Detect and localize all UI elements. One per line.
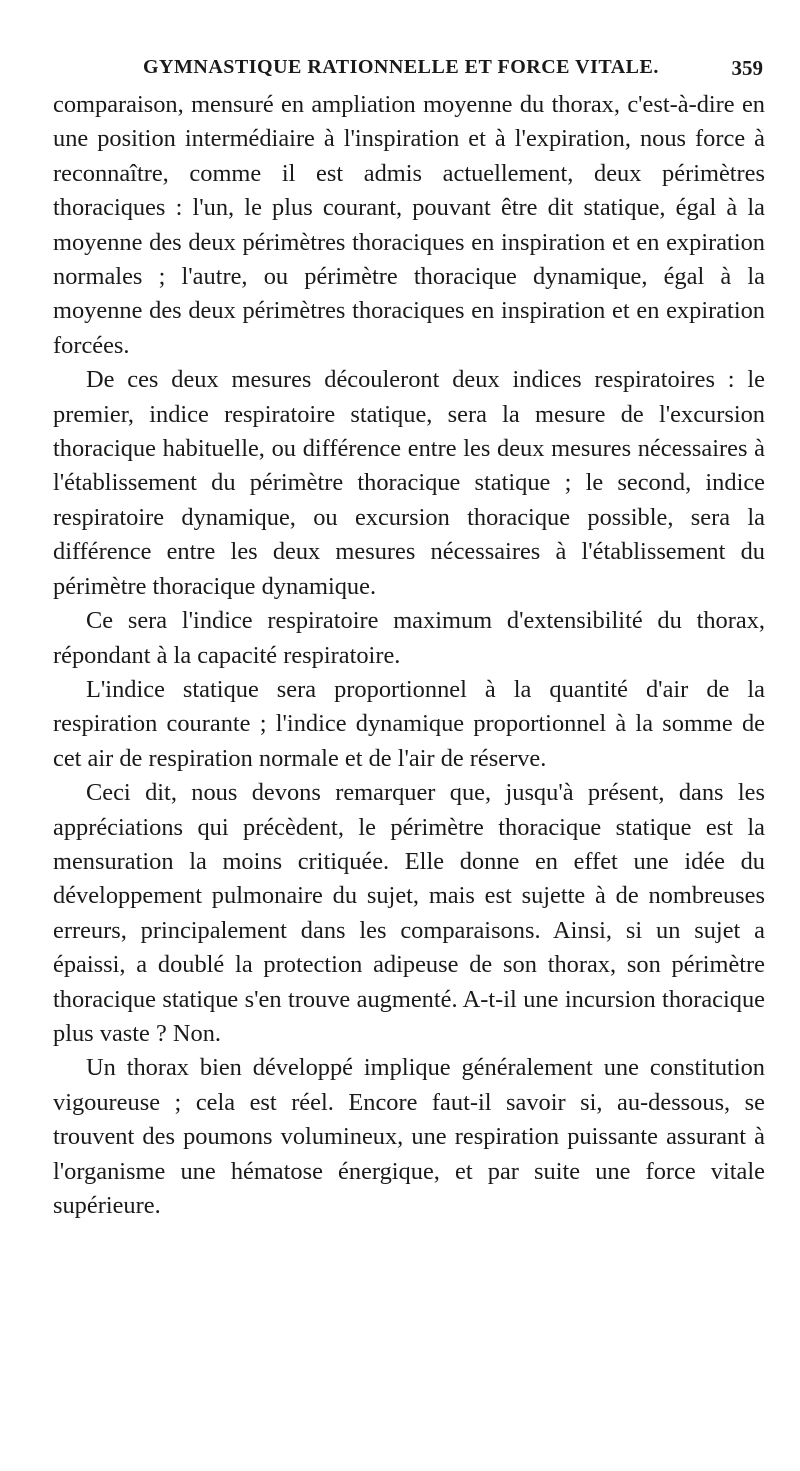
paragraph: De ces deux mesures découleront deux indices respiratoires : le premier, indice respiratoire statique, sera la mesure de l'excursion thoracique habituelle, ou différence entre les deux mesures nécessaires à l'établissement du périmètre thoracique statique ; le second, indice respiratoire dynamique, ou excursion thoracique possible, sera la différence entre les deux mesures nécessaires à l'établissement du périmètre thoracique dynamique. <box>53 366 765 600</box>
body-text <box>53 88 765 1223</box>
paragraph: comparaison, mensuré en ampliation moyenne du thorax, c'est-à-dire en une position intermédiaire à l'inspiration et à l'expiration, nous force à reconnaître, comme il est admis actuellement, deux périmètres thoraciques : l'un, le plus courant, pouvant être dit statique, égal à la moyenne des deux périmètres thoraciques en inspiration et en expiration normales ; l'autre, ou périmètre thoracique dynamique, égal à la moyenne des deux périmètres thoraciques en inspiration et en expiration forcées. <box>53 91 765 359</box>
paragraph: Ce sera l'indice respiratoire maximum d'extensibilité du thorax, répondant à la capacité respiratoire. <box>53 607 765 669</box>
page-header <box>143 56 763 90</box>
page-number: 359 <box>731 56 763 80</box>
paragraph: Un thorax bien développé implique généralement une constitution vigoureuse ; cela est réel. Encore faut-il savoir si, au-dessous, se trouvent des poumons volumineux, une respiration puissante assurant à l'organisme une hématose énergique, et par suite une force vitale supérieure. <box>53 1054 765 1219</box>
running-title: GYMNASTIQUE RATIONNELLE ET FORCE VITALE. <box>143 56 659 78</box>
paragraph: Ceci dit, nous devons remarquer que, jusqu'à présent, dans les appréciations qui précèdent, le périmètre thoracique statique est la mensuration la moins critiquée. Elle donne en effet une idée du développement pulmonaire du sujet, mais est sujette à de nombreuses erreurs, principalement dans les comparaisons. Ainsi, si un sujet a épaissi, a doublé la protection adipeuse de son thorax, son périmètre thoracique statique s'en trouve augmenté. A-t-il une incursion thoracique plus vaste ? Non. <box>53 779 765 1047</box>
paragraph: L'indice statique sera proportionnel à la quantité d'air de la respiration courante ; l'indice dynamique proportionnel à la somme de cet air de respiration normale et de l'air de réserve. <box>53 675 765 772</box>
